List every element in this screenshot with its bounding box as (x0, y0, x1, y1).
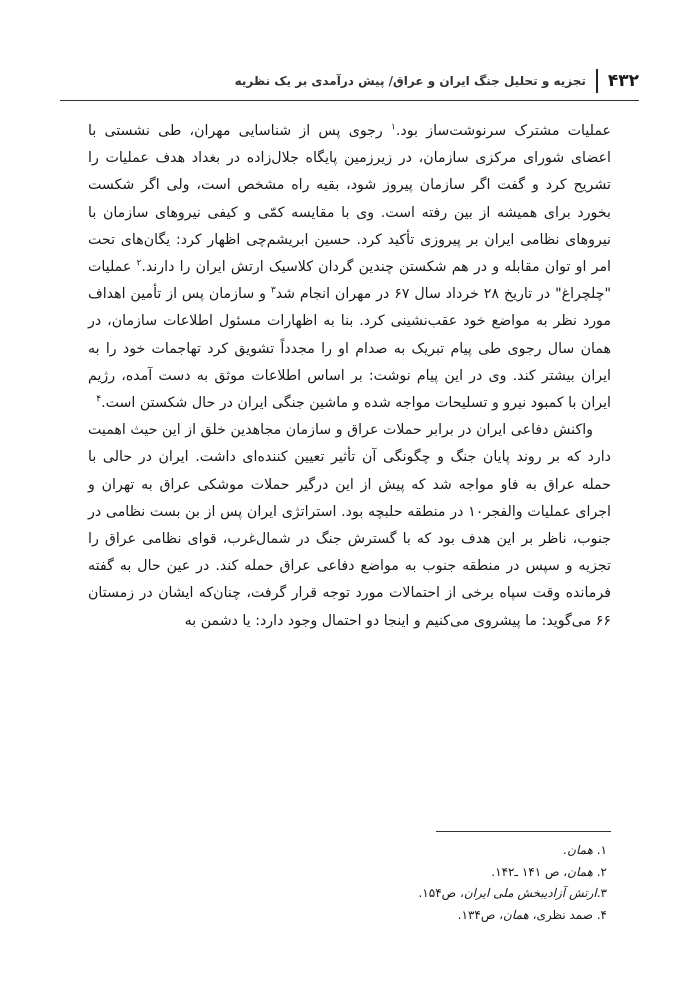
footnote-4 (88, 905, 607, 927)
footnote-ref-4: ۴ (96, 394, 102, 405)
footnote-1 (88, 840, 607, 862)
header-rule (60, 100, 639, 101)
running-title: تجزیه و تحلیل جنگ ایران و عراق/ پیش درآمدی بر یک نظریه (234, 74, 586, 88)
page-number: ۴۳۲ (596, 69, 639, 93)
body-text (88, 118, 611, 635)
paragraph-1 (88, 118, 611, 417)
footnote-2-page: ، ص ۱۴۱ ـ۱۴۲. (491, 864, 568, 879)
footnote-rule (436, 831, 611, 832)
footnote-1-source: همان. (563, 843, 593, 857)
footnote-3-number: ۳. (596, 886, 607, 900)
footnote-1-number: ۱. (592, 843, 607, 857)
footnote-2-number: ۲. (592, 864, 607, 879)
paragraph-1-part-c: عملیات "چلچراغ" در تاریخ ۲۸ خرداد سال ۶۷ در مهران انجام شد (88, 259, 611, 303)
footnote-4-page: ، ص۱۳۴. (457, 907, 504, 922)
footnote-ref-2: ۲ (136, 258, 142, 269)
footnote-3-source: ارتش آزادیبخش ملی ایران (463, 886, 597, 900)
footnote-4-source: همان (503, 907, 529, 922)
paragraph-1-part-b: رجوی پس از شناسایی مهران، طی نشستی با اعضای شورای مرکزی سازمان، در زیرزمین پایگاه جلال‌زاده در بغداد هدف عملیات را تشریح کرد و گفت اگر سازمان پیروز شود، بقیه راه مشخص است، ولی اگر شکست بخورد برای همیشه از بین رفته است. وی با مقایسه کمّی و کیفی نیروهای سازمان با نیروهای نظامی ایران بر پیروزی تأکید کرد. حسین ابریشم‌چی اظهار کرد: یگان‌های تحت امر او توان مقابله و در هم شکستن چندین گردان کلاسیک ارتش ایران را دارند. (88, 123, 611, 276)
footnote-3 (88, 883, 607, 905)
footnote-2 (88, 862, 607, 884)
footnote-4-author: صمد نظری، (528, 907, 593, 922)
footnote-ref-3: ۳ (270, 285, 276, 296)
footnote-ref-1: ۱ (391, 122, 396, 133)
footnote-2-source: همان (567, 864, 593, 879)
page-header (60, 66, 639, 96)
footnotes (88, 840, 607, 926)
paragraph-1-part-a: عملیات مشترک سرنوشت‌ساز بود. (395, 123, 611, 139)
paragraph-1-part-d: و سازمان پس از تأمین اهداف مورد نظر به مواضع خود عقب‌نشینی کرد. بنا به اظهارات مسئول اطلاعات سازمان، در همان سال رجوی طی پیام تبریک به صدام او را مجدداً تشویق کرد تهاجمات خود را به ایران بیشتر کند. وی در این پیام نوشت: بر اساس اطلاعات موثق به دست آمده، رژیم ایران با کمبود نیرو و تسلیحات مواجه شده و ماشین جنگی ایران در حال شکستن است. (88, 286, 611, 412)
footnote-3-page: ، ص۱۵۴. (418, 886, 464, 900)
footnote-4-number: ۴. (592, 907, 607, 922)
paragraph-2: واکنش دفاعی ایران در برابر حملات عراق و سازمان مجاهدین خلق از این حیث اهمیت دارد که بر روند پایان جنگ و چگونگی آن تأثیر تعیین کننده‌ای داشت. ایران در حالی با حمله عراق به فاو مواجه شد که پیش از این درگیر حملات موشکی عراق به تهران و اجرای عملیات والفجر۱۰ در منطقه حلبچه بود. استراتژی ایران پس از بن بست نظامی در جنوب، ناظر بر این هدف بود که با گسترش جنگ در شمال‌غرب، قوای نظامی عراق را تجزیه و سپس در منطقه جنوب به مواضع دفاعی عراق حمله کند. در عین حال به گفته فرمانده وقت سپاه برخی از احتمالات مورد توجه قرار گرفت، چنان‌که ایشان در زمستان ۶۶ می‌گوید: ما پیشروی می‌کنیم و اینجا دو احتمال وجود دارد: یا دشمن به (88, 422, 611, 629)
